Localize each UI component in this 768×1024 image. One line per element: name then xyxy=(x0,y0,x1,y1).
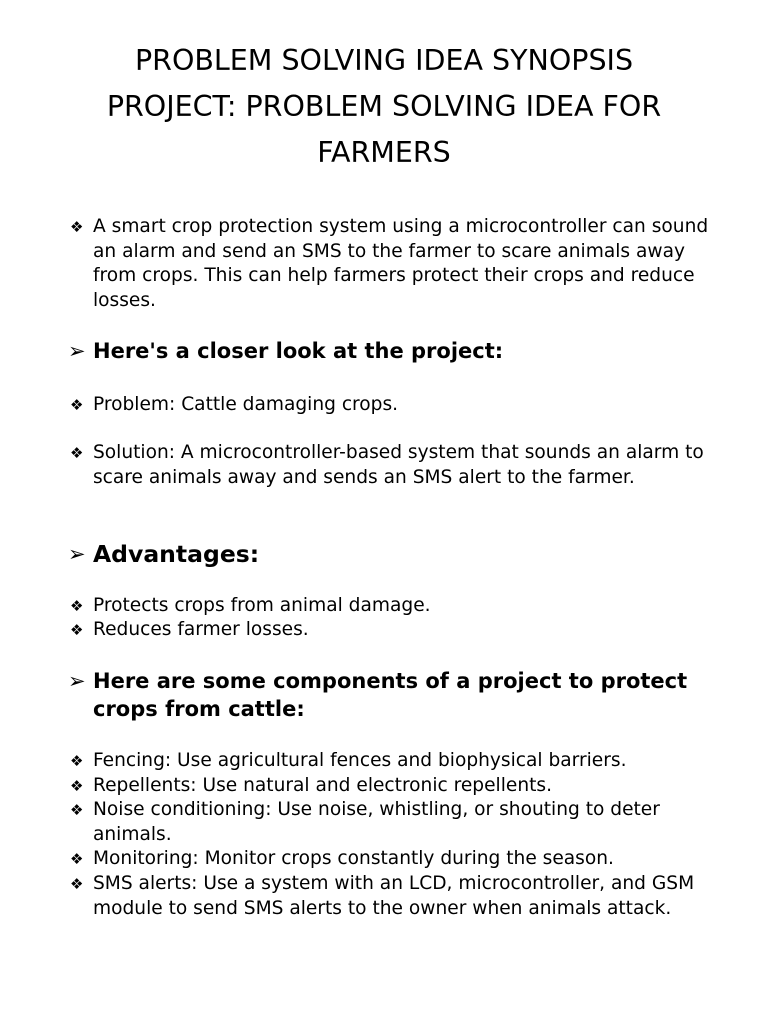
list-item xyxy=(70,594,730,619)
section-heading-advantages xyxy=(68,540,730,568)
diamond-bullet-icon: ❖ xyxy=(70,801,84,819)
list-item-text: Problem: Cattle damaging crops. xyxy=(93,394,399,415)
diamond-bullet-icon: ❖ xyxy=(70,444,84,462)
arrowhead-bullet-icon: ➢ xyxy=(68,542,86,566)
list-item-text: SMS alerts: Use a system with an LCD, microcontroller, and GSM module to send SMS alerts to the owner when animals attack. xyxy=(93,873,695,919)
title-line: PROJECT: PROBLEM SOLVING IDEA FOR xyxy=(106,90,662,123)
list-item xyxy=(70,847,730,872)
arrowhead-bullet-icon: ➢ xyxy=(68,339,86,363)
section-heading-components xyxy=(68,667,730,723)
diamond-bullet-icon: ❖ xyxy=(70,396,84,414)
list-item-text: Monitoring: Monitor crops constantly during the season. xyxy=(93,848,614,869)
list-item-text: Protects crops from animal damage. xyxy=(93,595,431,616)
arrowhead-bullet-icon: ➢ xyxy=(68,669,86,693)
list-item-text: Fencing: Use agricultural fences and biophysical barriers. xyxy=(93,750,627,771)
diamond-bullet-icon: ❖ xyxy=(70,752,84,770)
list-item xyxy=(70,393,730,418)
list-item-text: Noise conditioning: Use noise, whistling, or shouting to deter animals. xyxy=(93,799,660,845)
diamond-bullet-icon: ❖ xyxy=(70,875,84,893)
list-item xyxy=(70,798,730,847)
list-item-text: Solution: A microcontroller-based system that sounds an alarm to scare animals away and sends an SMS alert to the farmer. xyxy=(93,442,704,488)
title-line: PROBLEM SOLVING IDEA SYNOPSIS xyxy=(134,44,634,77)
list-item xyxy=(70,441,730,490)
list-item xyxy=(70,618,730,643)
section-heading-text: Here are some components of a project to protect crops from cattle: xyxy=(93,669,688,721)
list-item-text: Reduces farmer losses. xyxy=(93,619,309,640)
diamond-bullet-icon: ❖ xyxy=(70,621,84,639)
section-heading-text: Here's a closer look at the project: xyxy=(93,339,504,363)
section-heading-text: Advantages: xyxy=(93,540,260,568)
list-item xyxy=(70,774,730,799)
diamond-bullet-icon: ❖ xyxy=(70,777,84,795)
document-title xyxy=(40,38,728,176)
title-line: FARMERS xyxy=(317,136,451,169)
intro-bullet xyxy=(70,215,730,313)
list-item-text: Repellents: Use natural and electronic repellents. xyxy=(93,775,552,796)
list-item xyxy=(70,872,730,921)
diamond-bullet-icon: ❖ xyxy=(70,597,84,615)
diamond-bullet-icon: ❖ xyxy=(70,218,84,236)
diamond-bullet-icon: ❖ xyxy=(70,850,84,868)
list-item xyxy=(70,749,730,774)
intro-text: A smart crop protection system using a microcontroller can sound an alarm and send an SMS to the farmer to scare animals away from crops. This can help farmers protect their crops and reduce losses. xyxy=(93,216,709,311)
section-heading-closer-look xyxy=(68,337,730,365)
